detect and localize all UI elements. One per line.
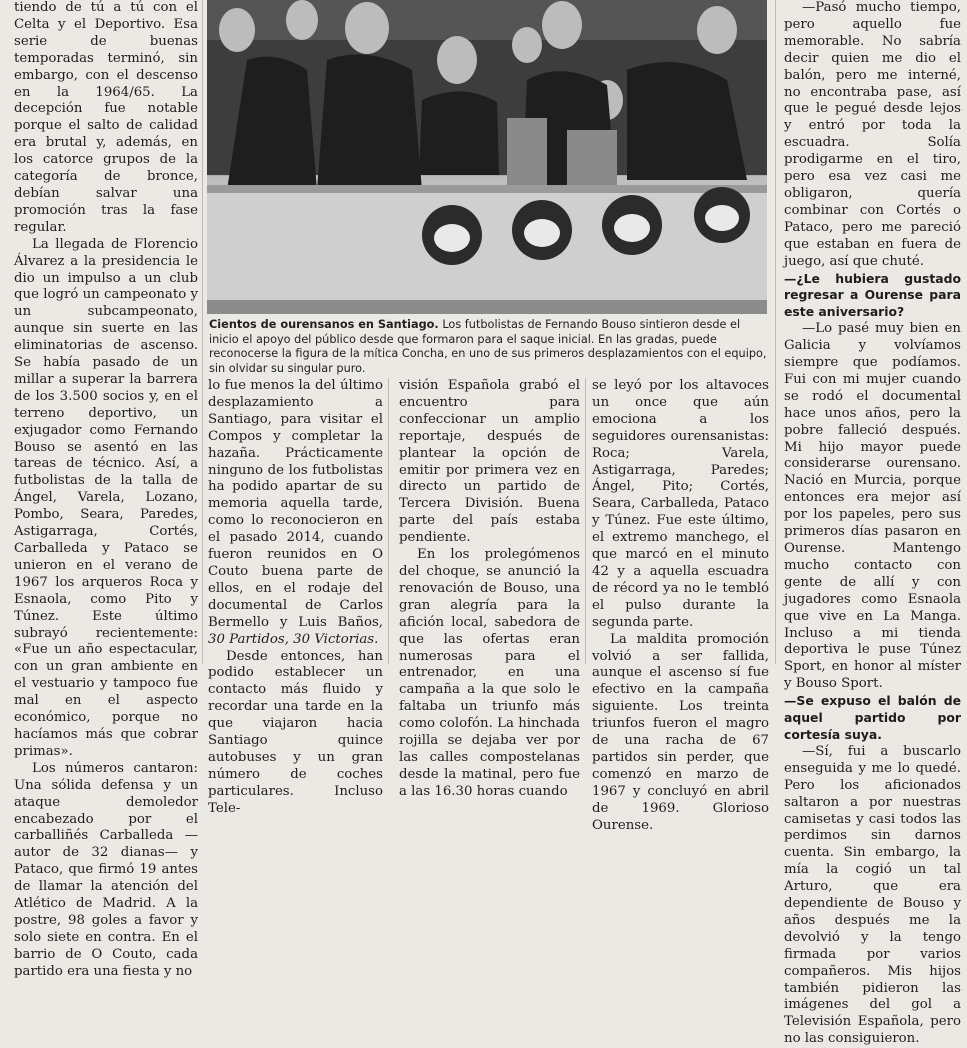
article-column-4 bbox=[592, 378, 769, 833]
interview-column bbox=[784, 0, 961, 1047]
paragraph: tiendo de tú a tú con el Celta y el Deportivo. Esa serie de buenas temporadas terminó, sin embargo, con el descenso en la 1964/65. La decepción fue notable porque el salto de calidad era brutal y, además, en los catorce grupos de la categoría de bronce, debían salvar una promoción tras la fase regular. bbox=[14, 0, 198, 235]
documentary-title: 30 Partidos, 30 Victorias bbox=[208, 631, 375, 647]
column-divider bbox=[202, 0, 203, 664]
column-divider bbox=[775, 0, 776, 664]
crowd-photo-image bbox=[207, 0, 767, 314]
paragraph-text: lo fue menos la del último desplazamiento a Santiago, para visitar el Compos y completar la hazaña. Prácticamente ninguno de los futbolistas ha podido apartar de su memoria aquella tarde, como lo reconocieron en el pasado 2014, cuando fueron reunidos en O Couto buena parte de ellos, en el rodaje del documental de Carlos Bermello y Luis Baños, bbox=[208, 378, 383, 630]
paragraph: Desde entonces, han podido establecer un contacto más fluido y recordar una tarde en la que viajaron hacia Santiago quince autobuses y un gran número de coches particulares. Incluso Tele- bbox=[208, 648, 383, 816]
article-column-1 bbox=[14, 0, 198, 979]
caption-text: Los futbolistas de Fernando Bouso sintieron desde el inicio el apoyo del público desde que formaron para el saque inicial. En las gradas, puede reconocerse la figura de la mítica Concha, en uno de sus primeros desplazamientos con el equipo, sin olvidar su singular puro. bbox=[209, 318, 767, 375]
column-divider bbox=[388, 378, 389, 664]
team-photo bbox=[207, 0, 767, 314]
article-column-2 bbox=[208, 378, 383, 816]
paragraph: La maldita promoción volvió a ser fallida, aunque el ascenso sí fue efectivo en la campaña siguiente. Los treinta triunfos fueron el magro de una racha de 67 partidos sin perder, que comenzó en marzo de 1967 y concluyó en abril de 1969. Glorioso Ourense. bbox=[592, 631, 769, 833]
paragraph: lo fue menos la del último desplazamiento a Santiago, para visitar el Compos y completar la hazaña. Prácticamente ninguno de los futbolistas ha podido apartar de su memoria aquella tarde, como lo reconocieron en el pasado 2014, cuando fueron reunidos en O Couto buena parte de ellos, en el rodaje del documental de Carlos Bermello y Luis Baños, 30 Partidos, 30 Victorias. bbox=[208, 378, 383, 647]
paragraph: La llegada de Florencio Álvarez a la presidencia le dio un impulso a un club que logró un campeonato y un subcampeonato, aunque sin suerte en las eliminatorias de ascenso. Se había pasado de un millar a superar la barrera de los 3.500 socios y, en el terreno deportivo, un exjugador como Fernando Bouso se asentó en las tareas de técnico. Así, a futbolistas de la talla de Ángel, Varela, Lozano, Pombo, Seara, Paredes, Astigarraga, Cortés, Carballeda y Pataco se unieron en el verano de 1967 los arqueros Roca y Esnaola, como Pito y Túnez. Este último subrayó recientemente: «Fue un año espectacular, con un gran ambiente en el vestuario y tampoco fue mal en el aspecto económico, porque no hacíamos más que cobrar primas». bbox=[14, 236, 198, 759]
interview-answer: —Sí, fui a buscarlo enseguida y me lo quedé. Pero los aficionados saltaron a por nuestras camisetas y casi todos las perdimos sin darnos cuenta. Sin embargo, la mía la cogió un tal Arturo, que era dependiente de Bouso y años después me la devolvió y la tengo firmada por varios compañeros. Mis hijos también pidieron las imágenes del gol a Televisión Española, pero no las consiguieron. bbox=[784, 743, 961, 1047]
paragraph: se leyó por los altavoces un once que aún emociona a los seguidores ourensanistas: Roca; Varela, Astigarraga, Paredes; Ángel, Pito; Cortés, Seara, Carballeda, Pataco y Túnez. Fue este último, el extremo manchego, el que marcó en el minuto 42 y a aquella escuadra de récord ya no le tembló el pulso durante la segunda parte. bbox=[592, 378, 769, 630]
caption-title: Cientos de ourensanos en Santiago. bbox=[209, 318, 439, 331]
article-column-3 bbox=[399, 378, 580, 799]
interview-answer: —Lo pasé muy bien en Galicia y volvíamos siempre que podíamos. Fui con mi mujer cuando se rodó el documental hace unos años, pero la pobre falleció después. Mi hijo mayor puede considerarse ourensano. Nació en Murcia, porque entonces era mejor así por los papeles, pero sus primeros días pasaron en Ourense. Mantengo mucho contacto con gente de allí y con jugadores como Esnaola que vive en La Manga. Incluso a mi tienda deportiva le puse Túnez Sport, en honor al míster y Bouso Sport. bbox=[784, 321, 961, 692]
interview-question: —Se expuso el balón de aquel partido por cortesía suya. bbox=[784, 693, 961, 742]
column-divider bbox=[585, 378, 586, 664]
paragraph: Los números cantaron: Una sólida defensa y un ataque demoledor encabezado por el carballiñés Carballeda —autor de 32 dianas— y Pataco, que firmó 19 antes de llamar la atención del Atlético de Madrid. A la postre, 98 goles a favor y solo siete en contra. En el barrio de O Couto, cada partido era una fiesta y no bbox=[14, 760, 198, 979]
interview-question: —¿Le hubiera gustado regresar a Ourense para este aniversario? bbox=[784, 270, 961, 320]
paragraph: visión Española grabó el encuentro para confeccionar un amplio reportaje, después de plantear la opción de emitir por primera vez en directo un partido de Tercera División. Buena parte del país estaba pendiente. bbox=[399, 378, 580, 546]
paragraph: En los prolegómenos del choque, se anunció la renovación de Bouso, una gran alegría para la afición local, sabedora de que las ofertas eran numerosas para el entrenador, en una campaña a la que solo le faltaba un triunfo más como colofón. La hinchada rojilla se dejaba ver por las calles compostelanas desde la matinal, pero fue a las 16.30 horas cuando bbox=[399, 547, 580, 799]
interview-answer: —Pasó mucho tiempo, pero aquello fue memorable. No sabría decir quien me dio el balón, pero me interné, no encontraba pase, así que le pegué desde lejos y entró por toda la escuadra. Solía prodigarme en el tiro, pero esa vez casi me obligaron, quería combinar con Cortés o Pataco, pero me pareció que estaban en fuera de juego, así que chuté. bbox=[784, 0, 961, 269]
photo-caption bbox=[209, 318, 767, 376]
